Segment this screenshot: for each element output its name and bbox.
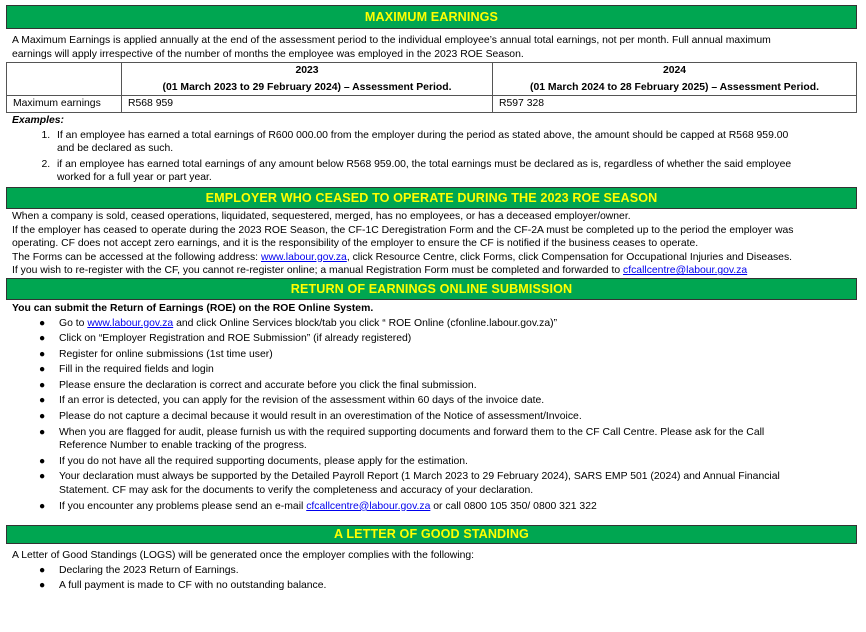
ceased-line-5 [12,264,851,278]
header-period-2024: (01 March 2024 to 28 February 2025) – Assessment Period. [530,81,819,93]
roe-contact-phone-text: or call 0800 105 350/ 0800 321 322 [430,500,597,512]
table-header-2023 [122,63,493,96]
max-earnings-intro-line-1: A Maximum Earnings is applied annually at the end of the assessment period to the individual employee’s annual total earnings, not per month. Full annual maximum [12,35,771,46]
ceased-line-1: When a company is sold, ceased operations, liquidated, sequestered, merged, has no employees, or has a deceased employer/owner. [12,210,631,222]
ceased-line-2: If the employer has ceased to operate during the 2023 ROE Season, the CF-1C Deregistration Form and the CF-2A must be completed up to the period the employer was [12,224,794,236]
list-item [39,426,857,453]
examples-list [6,129,857,185]
bullet-icon: ● [39,333,46,345]
ceased-body [6,210,857,278]
roe-bullet-text: Click on “Employer Registration and ROE Submission” (if already registered) [59,333,412,345]
roe-estimation-text: If you do not have all the required supporting documents, please apply for the estimation. [59,455,468,467]
section-header-employer-ceased: EMPLOYER WHO CEASED TO OPERATE DURING THE 2023 ROE SEASON [6,187,857,209]
cf-callcentre-email-link[interactable]: cfcallcentre@labour.gov.za [623,265,748,277]
logs-lead: A Letter of Good Standings (LOGS) will be generated once the employer complies with the following: [12,550,475,562]
logs-bullet-list [6,564,857,593]
bullet-icon: ● [39,348,46,360]
list-item [39,455,857,469]
list-item [39,317,857,331]
roe-audit-line-2: Reference Number to enable tracking of the progress. [59,440,307,452]
header-period-2023: (01 March 2023 to 29 February 2024) – Assessment Period. [162,81,452,93]
list-item [39,410,857,424]
roe-payroll-line-2: Statement. CF may ask for the documents to verify the completeness and accuracy of your declaration. [59,485,534,497]
list-item [39,470,857,497]
document-page [6,5,857,593]
section-header-letter-of-good-standing: A LETTER OF GOOD STANDING [6,525,857,544]
table-header-row [7,63,857,96]
labour-website-link[interactable]: www.labour.gov.za [260,251,347,263]
example-2-line-2: worked for a full year or part year. [57,172,212,184]
logs-bullet-text: A full payment is made to CF with no outstanding balance. [59,580,327,592]
maximum-earnings-table [6,62,857,113]
bullet-icon: ● [39,580,46,592]
section-header-return-of-earnings: RETURN OF EARNINGS ONLINE SUBMISSION [6,278,857,300]
roe-online-text: and click Online Services block/tab you click “ ROE Online (cfonline.labour.gov.za)” [173,317,558,329]
roe-goto-text: Go to [59,317,88,329]
bullet-icon: ● [39,317,46,329]
bullet-icon: ● [39,379,46,391]
list-item [39,348,857,362]
logs-bullet-text: Declaring the 2023 Return of Earnings. [59,564,239,576]
roe-contact-text: If you encounter any problems please send an e-mail [59,500,307,512]
roe-lead: You can submit the Return of Earnings (ROE) on the ROE Online System. [12,302,374,314]
example-2-line-1: 2. if an employee has earned total earnings of any amount below R568 959.00, the total earnings must be declared as is, regardless of whether the said employee [57,158,792,170]
list-item [39,500,857,514]
list-item [39,363,857,377]
value-2024: R597 328 [493,96,857,113]
roe-bullet-text: Please ensure the declaration is correct and accurate before you click the final submission. [59,379,477,391]
bullet-icon: ● [39,364,46,376]
roe-bullet-text: Fill in the required fields and login [59,364,214,376]
bullet-icon: ● [39,426,46,438]
bullet-icon: ● [39,411,46,423]
roe-payroll-line-1: Your declaration must always be supported by the Detailed Payroll Report (1 March 2023 to 29 February 2024), SARS EMP 501 (2024) and Annual Financial [59,471,780,483]
table-header-2024 [493,63,857,96]
roe-audit-line-1: When you are flagged for audit, please furnish us with the required supporting documents and forward them to the CF Call Centre. Please ask for the Call [59,426,765,438]
roe-bullet-text: Please do not capture a decimal because it would result in an overestimation of the Notice of assessment/Invoice. [59,411,582,423]
roe-bullet-text: Register for online submissions (1st time user) [59,348,273,360]
roe-bullet-list [6,317,857,514]
max-earnings-intro [6,34,857,61]
bullet-icon: ● [39,564,46,576]
list-item [39,564,857,578]
labour-website-link-roe[interactable]: www.labour.gov.za [87,317,174,329]
section-header-maximum-earnings: MAXIMUM EARNINGS [6,5,857,29]
ceased-forms-path-text: , click Resource Centre, click Forms, click Compensation for Occupational Injuries and Diseases. [346,251,793,263]
example-1-line-2: and be declared as such. [57,143,174,155]
bullet-icon: ● [39,471,46,483]
ceased-forms-text: The Forms can be accessed at the following address: [12,251,261,263]
bullet-icon: ● [39,455,46,467]
roe-bullet-text: If an error is detected, you can apply for the revision of the assessment within 60 days of the invoice date. [59,395,545,407]
ceased-line-4 [12,251,851,265]
value-2023: R568 959 [122,96,493,113]
table-row [7,96,857,113]
list-item [53,129,857,156]
header-year-2023: 2023 [295,65,319,77]
examples-title: Examples: [12,114,64,126]
list-item [39,579,857,593]
ceased-reregister-text: If you wish to re-register with the CF, you cannot re-register online; a manual Registration Form must be completed and forwarded to [12,265,624,277]
max-earnings-intro-line-2: earnings will apply irrespective of the number of months the employee was employed in the 2023 ROE Season. [12,48,524,60]
header-year-2024: 2024 [662,65,687,77]
cf-callcentre-email-link-roe[interactable]: cfcallcentre@labour.gov.za [306,500,431,512]
list-item [39,332,857,346]
example-1-line-1: 1. If an employee has earned a total earnings of R600 000.00 from the employer during the period as stated above, the amount should be capped at R568 959.00 [57,129,789,141]
list-item [39,394,857,408]
list-item [53,158,857,185]
bullet-icon: ● [39,500,46,512]
row-label-maximum-earnings: Maximum earnings [7,96,122,113]
bullet-icon: ● [39,395,46,407]
list-item [39,379,857,393]
table-header-empty-cell [7,63,122,96]
ceased-line-3: operating. CF does not accept zero earnings, and it is the responsibility of the employer to ensure the CF is notified if the business ceases to operate. [12,238,699,250]
